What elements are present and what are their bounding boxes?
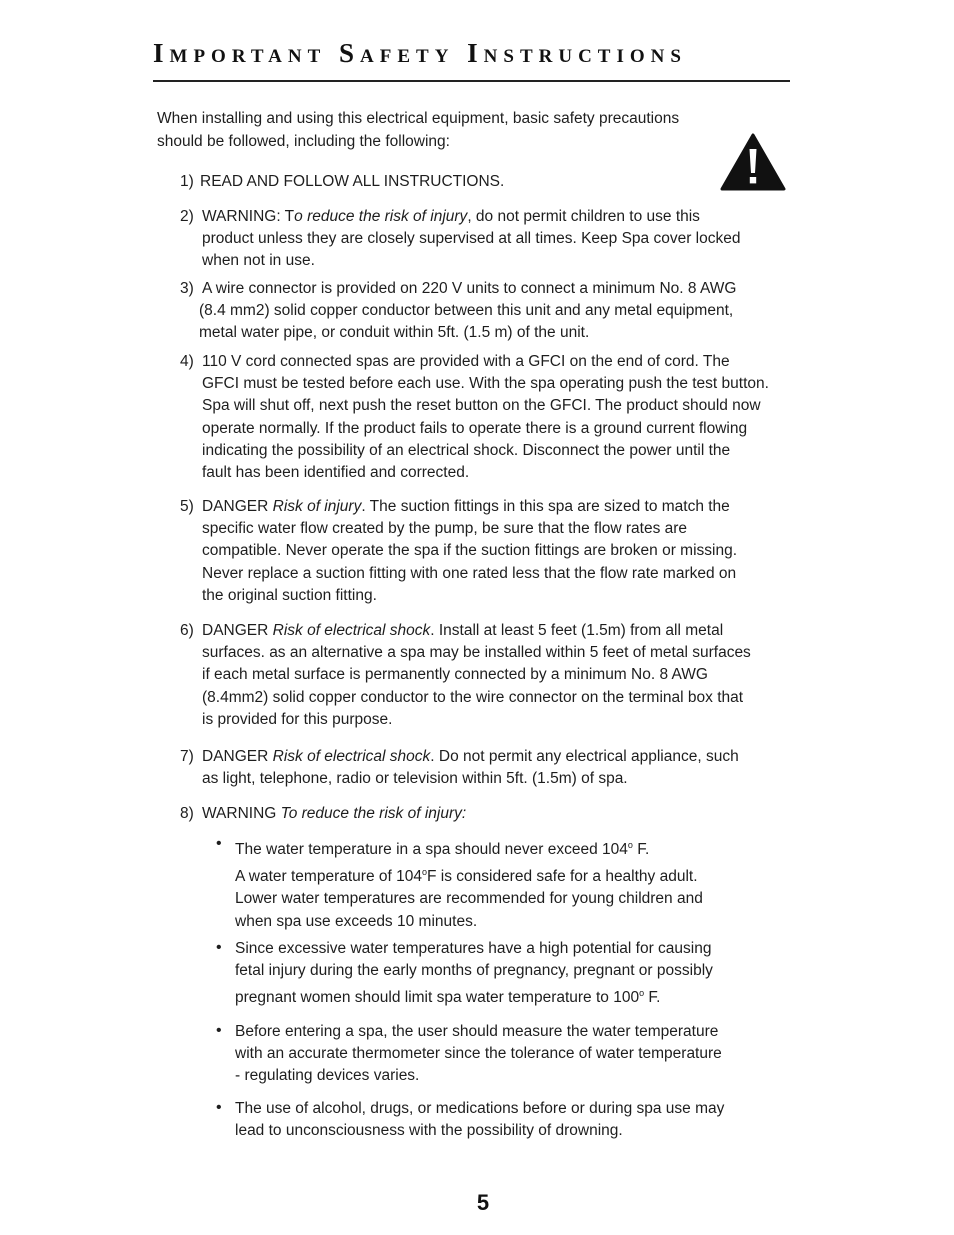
page-number: 5: [476, 1190, 490, 1215]
title-rule: [153, 80, 790, 82]
intro-paragraph: When installing and using this electrical equipment, basic safety precautions should be followed, including the following:: [157, 110, 680, 150]
page-title: Important Safety Instructions: [153, 38, 687, 68]
